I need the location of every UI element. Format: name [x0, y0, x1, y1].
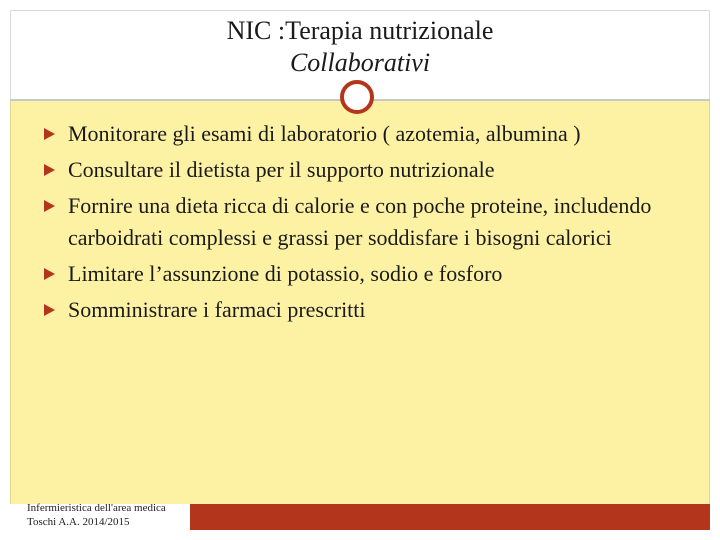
bullet-item	[44, 118, 684, 150]
triangle-bullet-icon	[44, 128, 55, 140]
bullet-text: Fornire una dieta ricca di calorie e con poche proteine, includendo carboidrati complessi e grassi per soddisfare i bisogni calorici	[68, 193, 652, 250]
bullet-item	[44, 294, 684, 326]
footer-author: Toschi A.A. 2014/2015	[27, 516, 130, 528]
ring-icon	[340, 80, 374, 114]
bullet-item	[44, 154, 684, 186]
footer-course: Infermieristica dell'area medica	[27, 502, 166, 514]
bullet-text: Limitare l’assunzione di potassio, sodio e fosforo	[68, 261, 503, 286]
triangle-bullet-icon	[44, 164, 55, 176]
title-line-2: Collaborativi	[289, 48, 431, 77]
bullet-item	[44, 258, 684, 290]
footer-text	[27, 501, 166, 529]
triangle-bullet-icon	[44, 304, 55, 316]
bullet-text: Somministrare i farmaci prescritti	[68, 297, 366, 322]
bullet-list	[44, 118, 684, 330]
bullet-text: Consultare il dietista per il supporto nutrizionale	[68, 157, 495, 182]
bullet-text: Monitorare gli esami di laboratorio ( azotemia, albumina )	[68, 121, 581, 146]
triangle-bullet-icon	[44, 268, 55, 280]
triangle-bullet-icon	[44, 200, 55, 212]
slide-title	[10, 15, 710, 79]
title-line-1: NIC :Terapia nutrizionale	[226, 16, 494, 45]
bullet-item	[44, 190, 684, 254]
